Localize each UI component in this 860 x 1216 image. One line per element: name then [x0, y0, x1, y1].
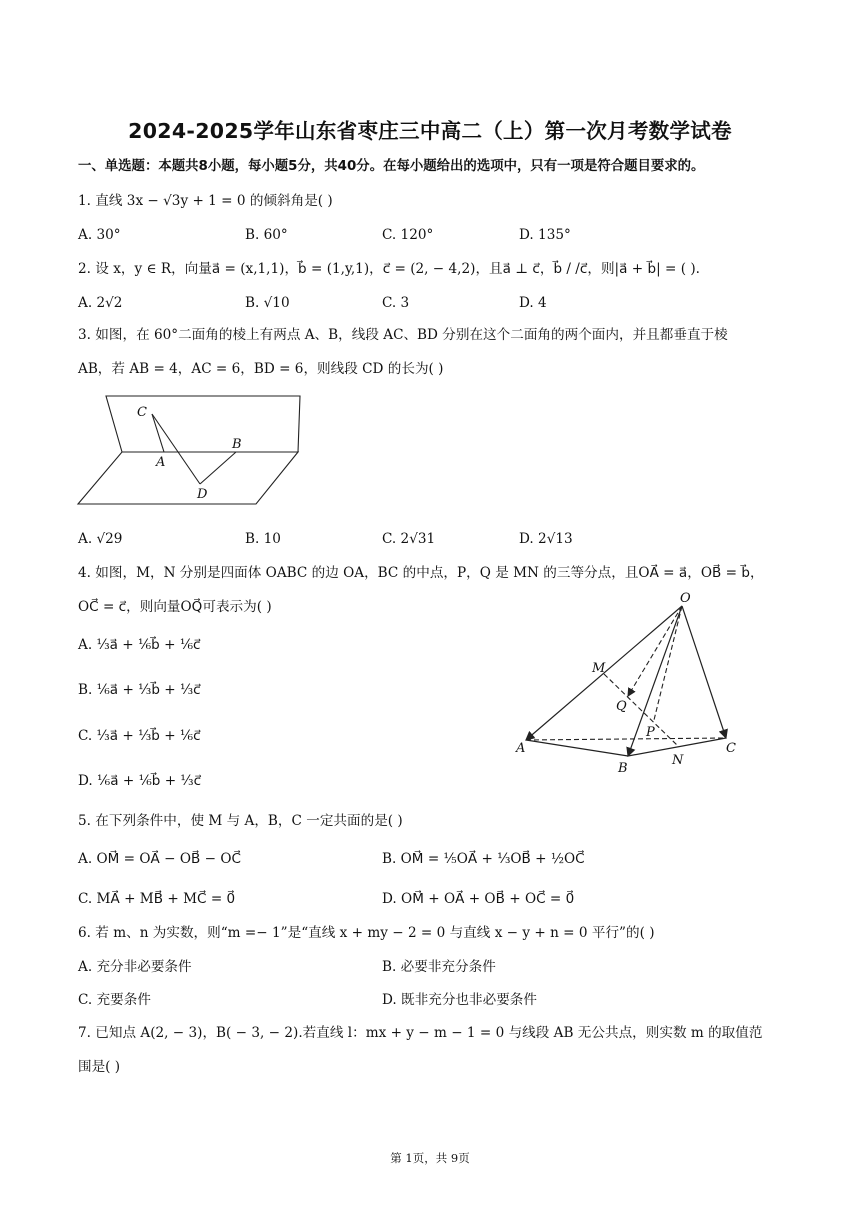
- segment-bd: [200, 452, 236, 484]
- page-title: 2024-2025学年山东省枣庄三中高二（上）第一次月考数学试卷: [128, 119, 732, 143]
- question-2-option-c: C. 3: [382, 295, 410, 311]
- question-3-option-a: A. √29: [78, 531, 123, 547]
- question-7-stem-line1: 7. 已知点 A(2, − 3)，B( − 3, − 2).若直线 l：mx + y − m − 1 = 0 与线段 AB 无公共点，则实数 m 的取值范: [78, 1025, 763, 1041]
- label-a: A: [516, 741, 526, 756]
- segment-op: [654, 606, 682, 720]
- dihedral-angle-figure: [76, 392, 306, 510]
- question-2-stem: 2. 设 x，y ∈ R，向量a⃗ = (x,1,1)，b⃗ = (1,y,1)，c⃗ = (2, − 4,2)，且a⃗ ⊥ c⃗，b⃗ / /c⃗，则|a⃗ + b⃗| = ( ).: [78, 261, 700, 277]
- label-a: A: [156, 455, 166, 470]
- question-6-option-d: D. 既非充分也非必要条件: [382, 992, 537, 1008]
- question-1-option-a: A. 30°: [78, 227, 121, 243]
- question-1-option-d: D. 135°: [519, 227, 571, 243]
- label-b: B: [618, 761, 628, 776]
- question-1-stem: 1. 直线 3x − √3y + 1 = 0 的倾斜角是( ): [78, 193, 333, 209]
- lower-plane: [78, 452, 298, 504]
- label-q: Q: [616, 699, 627, 714]
- question-1-option-c: C. 120°: [382, 227, 434, 243]
- upper-plane: [106, 396, 300, 452]
- label-c: C: [726, 741, 736, 756]
- question-7-stem-line2: 围是( ): [78, 1059, 121, 1075]
- question-6-option-c: C. 充要条件: [78, 992, 151, 1008]
- question-5-option-a: A. OM⃗ = OA⃗ − OB⃗ − OC⃗: [78, 851, 241, 867]
- question-1-option-b: B. 60°: [245, 227, 288, 243]
- section-heading: 一、单选题：本题共8小题，每小题5分，共40分。在每小题给出的选项中，只有一项是符合题目要求的。: [78, 159, 705, 174]
- label-p: P: [646, 725, 655, 740]
- question-3-stem-line2: AB，若 AB = 4，AC = 6，BD = 6，则线段 CD 的长为( ): [78, 361, 444, 377]
- question-3-option-c: C. 2√31: [382, 531, 436, 547]
- question-6-option-b: B. 必要非充分条件: [382, 959, 496, 975]
- question-4-stem-line1: 4. 如图，M，N 分别是四面体 OABC 的边 OA，BC 的中点，P，Q 是 MN 的三等分点，且OA⃗ = a⃗，OB⃗ = b⃗，: [78, 565, 764, 581]
- question-4-option-a: A. ⅓a⃗ + ⅙b⃗ + ⅙c⃗: [78, 637, 201, 653]
- label-n: N: [672, 753, 684, 768]
- label-b: B: [232, 437, 242, 452]
- question-4-stem-line2: OC⃗ = c⃗，则向量OQ⃗可表示为( ): [78, 599, 272, 615]
- edge-oc: [682, 606, 726, 738]
- label-d: D: [197, 487, 208, 502]
- question-5-option-c: C. MA⃗ + MB⃗ + MC⃗ = 0⃗: [78, 891, 236, 907]
- question-5-stem: 5. 在下列条件中，使 M 与 A，B，C 一定共面的是( ): [78, 813, 403, 829]
- label-o: O: [680, 591, 691, 606]
- label-m: M: [592, 661, 606, 676]
- question-6-option-a: A. 充分非必要条件: [78, 959, 192, 975]
- question-3-option-b: B. 10: [245, 531, 281, 547]
- edge-ac-hidden: [526, 738, 726, 740]
- question-4-option-d: D. ⅙a⃗ + ⅙b⃗ + ⅓c⃗: [78, 773, 202, 789]
- question-2-option-b: B. √10: [245, 295, 290, 311]
- question-4-option-b: B. ⅙a⃗ + ⅓b⃗ + ⅓c⃗: [78, 682, 201, 698]
- tetrahedron-figure: [510, 588, 750, 778]
- question-2-option-d: D. 4: [519, 295, 547, 311]
- question-6-stem: 6. 若 m、n 为实数，则“m =− 1”是“直线 x + my − 2 = 0 与直线 x − y + n = 0 平行”的( ): [78, 925, 655, 941]
- question-4-option-c: C. ⅓a⃗ + ⅓b⃗ + ⅙c⃗: [78, 728, 201, 744]
- page-footer: 第 1页，共 9页: [390, 1151, 470, 1165]
- edge-ab: [526, 740, 628, 756]
- question-3-option-d: D. 2√13: [519, 531, 573, 547]
- question-5-option-d: D. OM⃗ + OA⃗ + OB⃗ + OC⃗ = 0⃗: [382, 891, 575, 907]
- question-2-option-a: A. 2√2: [78, 295, 123, 311]
- segment-cd: [152, 414, 200, 484]
- question-5-option-b: B. OM⃗ = ⅕OA⃗ + ⅓OB⃗ + ½OC⃗: [382, 851, 585, 867]
- question-3-stem-line1: 3. 如图，在 60°二面角的棱上有两点 A、B，线段 AC、BD 分别在这个二面角的两个面内，并且都垂直于棱: [78, 327, 728, 343]
- segment-ac: [152, 414, 164, 452]
- label-c: C: [137, 405, 147, 420]
